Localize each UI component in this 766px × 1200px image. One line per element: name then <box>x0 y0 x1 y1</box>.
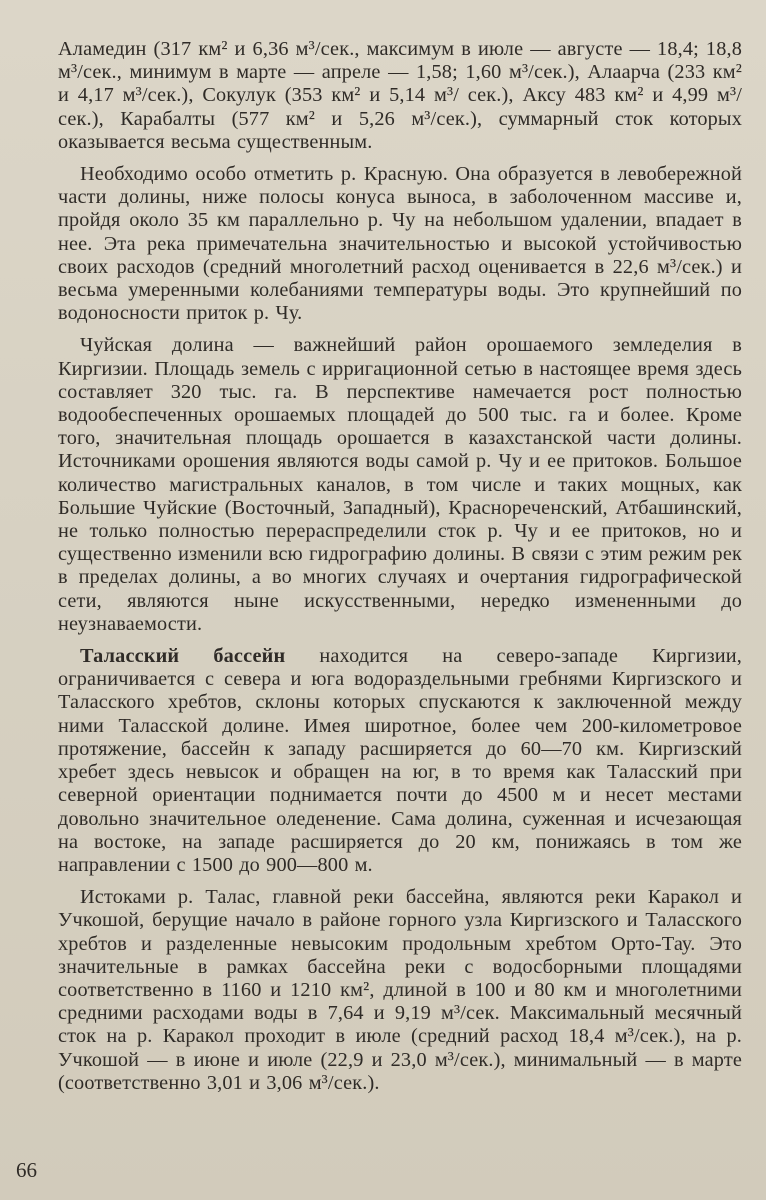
paragraph-text: Аламедин (317 км² и 6,36 м³/сек., максимум в июле — августе — 18,4; 18,8 м³/сек., минимум в марте — апреле — 1,58; 1,60 м³/сек.), Алаарча (233 км² и 4,17 м³/сек.), Сокулук (353 км² и 5,14 м³/ сек.), Аксу 483 км² и 4,99 м³/сек.), Карабалты (577 км² и 5,26 м³/сек.), суммарный сток которых оказывается весьма существенным. <box>58 38 742 153</box>
paragraph-krasnaya-river <box>58 163 742 325</box>
page-body <box>58 38 742 1104</box>
page-number: 66 <box>16 1158 37 1182</box>
paragraph-tributaries <box>58 38 742 154</box>
section-lead-heading: Таласский бассейн <box>80 645 286 668</box>
paragraph-text: Чуйская долина — важнейший район орошаемого земледелия в Киргизии. Площадь земель с ирригационной сетью в настоящее время здесь составляет 320 тыс. га. В перспективе намечается рост полностью водообеспеченных орошаемых площадей до 500 тыс. га и более. Кроме того, значительная площадь орошается в казахстанской части долины. Источниками орошения являются воды самой р. Чу и ее притоков. Большое количество магистральных каналов, в том числе и таких мощных, как Большие Чуйские (Восточный, Западный), Краснореченский, Атбашинский, не только полностью перераспределили сток р. Чу и ее притоков, но и существенно изменили всю гидрографию долины. В связи с этим режим рек в пределах долины, а во многих случаях и очертания гидрографической сети, являются ныне искусственными, нередко измененными до неузнаваемости. <box>58 334 742 635</box>
paragraph-talas-sources <box>58 886 742 1095</box>
paragraph-chui-valley <box>58 334 742 636</box>
paragraph-text: находится на северо-западе Киргизии, ограничивается с севера и юга водораздельными гребнями Киргизского и Таласского хребтов, склоны которых спускаются к заключенной между ними Таласской долине. Имея широтное, более чем 200-километровое протяжение, бассейн к западу расширяется до 60—70 км. Киргизский хребет здесь невысок и обращен на юг, в то время как Таласский при северной ориентации поднимается почти до 4500 м и несет местами довольно значительное оледенение. Сама долина, суженная и исчезающая на востоке, на западе расширяется до 20 км, понижаясь в том же направлении с 1500 до 900—800 м. <box>58 645 742 876</box>
paragraph-text: Необходимо особо отметить р. Красную. Она образуется в левобережной части долины, ниже полосы конуса выноса, в заболоченном массиве и, пройдя около 35 км параллельно р. Чу на небольшом удалении, впадает в нее. Эта река примечательна значительностью и высокой устойчивостью своих расходов (средний многолетний расход оценивается в 22,6 м³/сек.) и весьма умеренными колебаниями температуры воды. Это крупнейший по водоносности приток р. Чу. <box>58 163 742 325</box>
paragraph-talas-basin <box>58 645 742 877</box>
paragraph-text: Истоками р. Талас, главной реки бассейна, являются реки Каракол и Учкошой, берущие начало в районе горного узла Киргизского и Таласского хребтов и разделенные невысоким продольным хребтом Орто-Тау. Это значительные в рамках бассейна реки с водосборными площадями соответственно в 1160 и 1210 км², длиной в 100 и 80 км и многолетними средними расходами воды в 7,64 и 9,19 м³/сек. Максимальный месячный сток на р. Каракол проходит в июле (средний расход 18,4 м³/сек.), на р. Учкошой — в июне и июле (22,9 и 23,0 м³/сек.), минимальный — в марте (соответственно 3,01 и 3,06 м³/сек.). <box>58 886 742 1094</box>
